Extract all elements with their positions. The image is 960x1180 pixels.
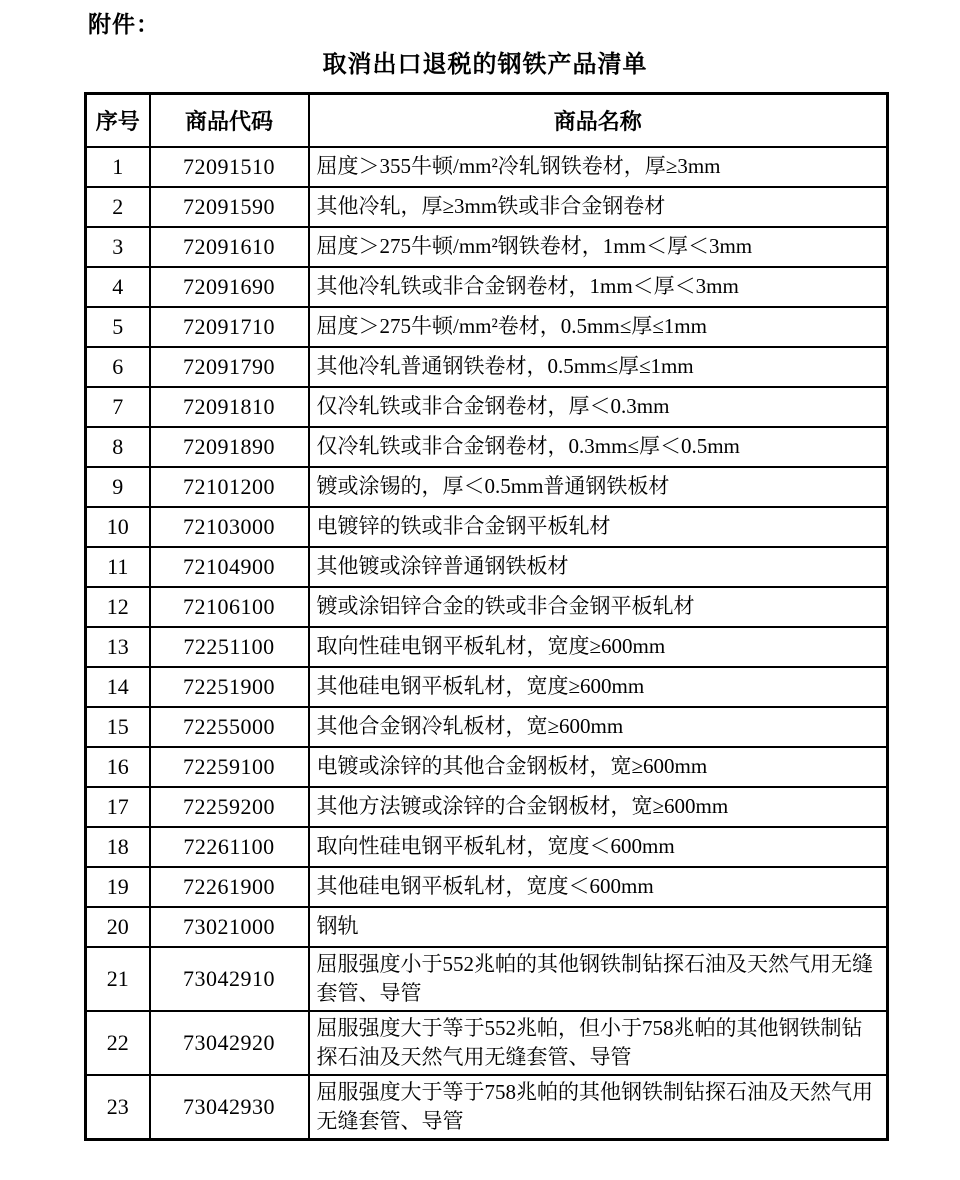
column-header-no: 序号 — [86, 94, 150, 147]
product-name-cell: 屈度＞275牛顿/mm²卷材，0.5mm≤厚≤1mm — [309, 307, 888, 347]
product-code-cell: 72106100 — [150, 587, 309, 627]
product-code-cell: 72261100 — [150, 827, 309, 867]
product-code-cell: 72101200 — [150, 467, 309, 507]
product-name-cell: 屈服强度大于等于758兆帕的其他钢铁制钻探石油及天然气用无缝套管、导管 — [309, 1075, 888, 1140]
product-name-cell: 电镀或涂锌的其他合金钢板材，宽≥600mm — [309, 747, 888, 787]
row-number-cell: 7 — [86, 387, 150, 427]
product-code-cell: 73042910 — [150, 947, 309, 1011]
product-code-cell: 73021000 — [150, 907, 309, 947]
table-row — [86, 147, 888, 187]
table-header — [86, 94, 888, 147]
row-number-cell: 6 — [86, 347, 150, 387]
product-code-cell: 72251100 — [150, 627, 309, 667]
product-name-cell: 屈服强度小于552兆帕的其他钢铁制钻探石油及天然气用无缝套管、导管 — [309, 947, 888, 1011]
product-name-cell: 其他冷轧普通钢铁卷材，0.5mm≤厚≤1mm — [309, 347, 888, 387]
product-code-cell: 72259100 — [150, 747, 309, 787]
table-row — [86, 1075, 888, 1140]
product-name-cell: 其他方法镀或涂锌的合金钢板材，宽≥600mm — [309, 787, 888, 827]
row-number-cell: 12 — [86, 587, 150, 627]
table-row — [86, 907, 888, 947]
table-row — [86, 467, 888, 507]
table-row — [86, 587, 888, 627]
table-row — [86, 787, 888, 827]
row-number-cell: 19 — [86, 867, 150, 907]
attachment-label: 附件： — [88, 12, 160, 37]
row-number-cell: 9 — [86, 467, 150, 507]
column-header-name: 商品名称 — [309, 94, 888, 147]
table-row — [86, 667, 888, 707]
table-row — [86, 427, 888, 467]
table-row — [86, 267, 888, 307]
row-number-cell: 10 — [86, 507, 150, 547]
product-name-cell: 其他冷轧，厚≥3mm铁或非合金钢卷材 — [309, 187, 888, 227]
table-row — [86, 707, 888, 747]
row-number-cell: 11 — [86, 547, 150, 587]
product-code-cell: 72255000 — [150, 707, 309, 747]
product-code-cell: 72091890 — [150, 427, 309, 467]
product-code-cell: 72091590 — [150, 187, 309, 227]
product-code-cell: 72091790 — [150, 347, 309, 387]
row-number-cell: 22 — [86, 1011, 150, 1075]
product-code-cell: 72259200 — [150, 787, 309, 827]
row-number-cell: 8 — [86, 427, 150, 467]
products-table — [84, 92, 889, 1141]
table-row — [86, 627, 888, 667]
row-number-cell: 20 — [86, 907, 150, 947]
product-name-cell: 屈度＞275牛顿/mm²钢铁卷材，1mm＜厚＜3mm — [309, 227, 888, 267]
product-code-cell: 72104900 — [150, 547, 309, 587]
table-row — [86, 227, 888, 267]
product-code-cell: 73042920 — [150, 1011, 309, 1075]
product-name-cell: 其他镀或涂锌普通钢铁板材 — [309, 547, 888, 587]
row-number-cell: 1 — [86, 147, 150, 187]
row-number-cell: 18 — [86, 827, 150, 867]
row-number-cell: 17 — [86, 787, 150, 827]
product-name-cell: 其他硅电钢平板轧材，宽度＜600mm — [309, 867, 888, 907]
row-number-cell: 3 — [86, 227, 150, 267]
product-code-cell: 72091810 — [150, 387, 309, 427]
document-title: 取消出口退税的钢铁产品清单 — [322, 52, 648, 78]
product-name-cell: 其他合金钢冷轧板材，宽≥600mm — [309, 707, 888, 747]
product-code-cell: 72091690 — [150, 267, 309, 307]
row-number-cell: 13 — [86, 627, 150, 667]
product-name-cell: 屈服强度大于等于552兆帕，但小于758兆帕的其他钢铁制钻探石油及天然气用无缝套管、导管 — [309, 1011, 888, 1075]
row-number-cell: 21 — [86, 947, 150, 1011]
product-code-cell: 72251900 — [150, 667, 309, 707]
table-row — [86, 307, 888, 347]
product-name-cell: 镀或涂铝锌合金的铁或非合金钢平板轧材 — [309, 587, 888, 627]
product-name-cell: 其他冷轧铁或非合金钢卷材，1mm＜厚＜3mm — [309, 267, 888, 307]
product-name-cell: 电镀锌的铁或非合金钢平板轧材 — [309, 507, 888, 547]
product-code-cell: 72091510 — [150, 147, 309, 187]
row-number-cell: 16 — [86, 747, 150, 787]
product-code-cell: 73042930 — [150, 1075, 309, 1140]
table-row — [86, 347, 888, 387]
row-number-cell: 4 — [86, 267, 150, 307]
table-row — [86, 867, 888, 907]
product-code-cell: 72091710 — [150, 307, 309, 347]
product-name-cell: 镀或涂锡的，厚＜0.5mm普通钢铁板材 — [309, 467, 888, 507]
table-row — [86, 827, 888, 867]
row-number-cell: 14 — [86, 667, 150, 707]
header-row — [86, 94, 888, 147]
row-number-cell: 5 — [86, 307, 150, 347]
table-row — [86, 1011, 888, 1075]
product-name-cell: 其他硅电钢平板轧材，宽度≥600mm — [309, 667, 888, 707]
table-body — [86, 147, 888, 1140]
product-name-cell: 仅冷轧铁或非合金钢卷材，0.3mm≤厚＜0.5mm — [309, 427, 888, 467]
product-name-cell: 取向性硅电钢平板轧材，宽度＜600mm — [309, 827, 888, 867]
table-row — [86, 187, 888, 227]
product-name-cell: 钢轨 — [309, 907, 888, 947]
product-code-cell: 72091610 — [150, 227, 309, 267]
table-row — [86, 387, 888, 427]
row-number-cell: 15 — [86, 707, 150, 747]
table-row — [86, 947, 888, 1011]
product-name-cell: 屈度＞355牛顿/mm²冷轧钢铁卷材，厚≥3mm — [309, 147, 888, 187]
product-name-cell: 仅冷轧铁或非合金钢卷材，厚＜0.3mm — [309, 387, 888, 427]
row-number-cell: 2 — [86, 187, 150, 227]
table-row — [86, 747, 888, 787]
product-code-cell: 72261900 — [150, 867, 309, 907]
row-number-cell: 23 — [86, 1075, 150, 1140]
product-code-cell: 72103000 — [150, 507, 309, 547]
table-row — [86, 547, 888, 587]
product-name-cell: 取向性硅电钢平板轧材，宽度≥600mm — [309, 627, 888, 667]
column-header-code: 商品代码 — [150, 94, 309, 147]
table-row — [86, 507, 888, 547]
